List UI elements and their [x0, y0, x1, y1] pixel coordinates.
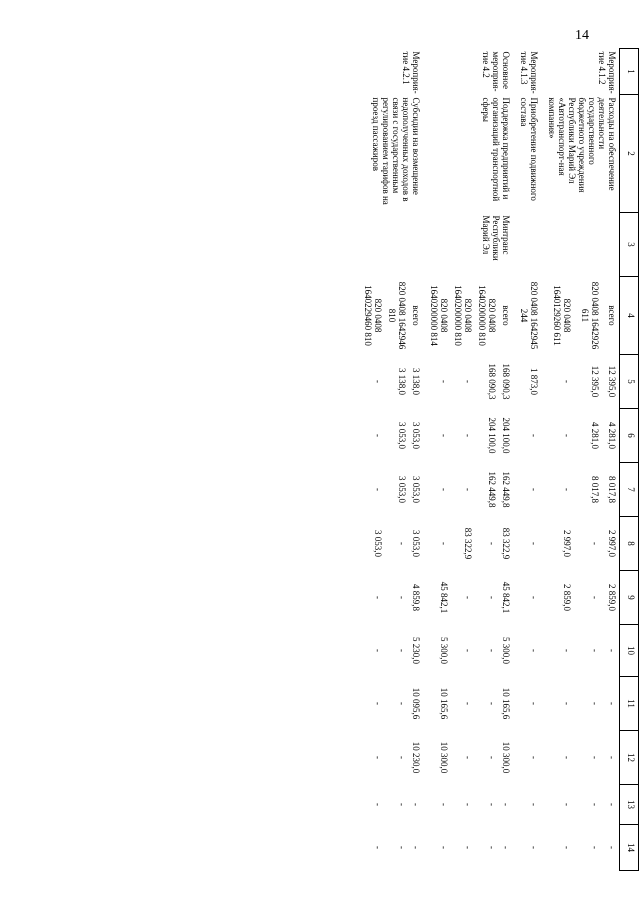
- value-cell: 3 053,0: [373, 530, 383, 557]
- budget-code-cell: 820 0408 1640129260 611: [551, 285, 572, 346]
- value-cell: -: [439, 542, 449, 545]
- column-header-9: 9: [620, 571, 639, 625]
- value-cell: 45 842,1: [501, 581, 511, 614]
- value-cell: -: [561, 756, 572, 759]
- value-cell: 3 053,0: [411, 530, 421, 557]
- value-cell: -: [590, 542, 601, 545]
- budget-code-cell: 820 0408 1640200000 814: [429, 285, 449, 346]
- value-cell: -: [561, 488, 572, 491]
- value-cell: 3 138,0: [411, 368, 421, 395]
- value-cell: -: [411, 803, 421, 806]
- value-cell: -: [561, 434, 572, 437]
- value-cell: 10 300,0: [501, 741, 511, 774]
- value-cell: 4 281,0: [607, 422, 617, 449]
- budget-code-cell: 820 0408 1640200000 810: [453, 285, 473, 346]
- measure-executor: [545, 213, 620, 277]
- value-cell: -: [529, 846, 539, 849]
- table-row: [499, 49, 517, 871]
- value-cell: 2 859,0: [607, 584, 617, 611]
- value-cell: 204 100,0: [501, 417, 511, 454]
- value-cell: -: [529, 542, 539, 545]
- column-header-6: 6: [620, 409, 639, 463]
- value-cell: 10 300,0: [439, 741, 449, 774]
- value-cell: -: [439, 803, 449, 806]
- value-cell: -: [590, 846, 601, 849]
- value-cell: -: [487, 649, 497, 652]
- value-cell: -: [529, 488, 539, 491]
- value-cell: -: [529, 702, 539, 705]
- value-cell: 45 842,1: [439, 581, 449, 614]
- measure-id: Мероприя-тие 4.1.2: [597, 51, 617, 94]
- value-cell: -: [463, 488, 473, 491]
- value-cell: -: [397, 702, 407, 705]
- value-cell: 168 090,3: [487, 363, 497, 400]
- value-cell: -: [590, 702, 601, 705]
- value-cell: 2 859,0: [561, 584, 572, 611]
- value-cell: 162 449,8: [501, 471, 511, 508]
- value-cell: 10 165,6: [501, 687, 511, 720]
- value-cell: -: [529, 434, 539, 437]
- value-cell: -: [397, 596, 407, 599]
- value-cell: -: [607, 846, 617, 849]
- value-cell: 5 230,0: [411, 637, 421, 664]
- value-cell: 10 165,6: [439, 687, 449, 720]
- budget-code-cell: всего: [501, 305, 511, 326]
- value-cell: -: [439, 488, 449, 491]
- measure-id: Основное мероприя-тие 4.2: [481, 51, 511, 92]
- value-cell: -: [439, 846, 449, 849]
- value-cell: -: [561, 380, 572, 383]
- value-cell: 1 873,0: [529, 368, 539, 395]
- value-cell: 204 100,0: [487, 417, 497, 454]
- budget-code-cell: 820 0408 1642946 810: [387, 281, 407, 350]
- column-header-8: 8: [620, 517, 639, 571]
- value-cell: -: [529, 756, 539, 759]
- value-cell: -: [561, 702, 572, 705]
- table-header: [620, 49, 639, 871]
- column-header-12: 12: [620, 731, 639, 785]
- value-cell: -: [529, 803, 539, 806]
- value-cell: -: [397, 542, 407, 545]
- value-cell: 4 859,8: [411, 584, 421, 611]
- column-header-7: 7: [620, 463, 639, 517]
- value-cell: 12 395,0: [607, 365, 617, 398]
- value-cell: -: [487, 596, 497, 599]
- value-cell: 3 053,0: [411, 476, 421, 503]
- column-header-1: 1: [620, 49, 639, 95]
- header-row: [620, 49, 639, 871]
- rotated-table-container: [121, 48, 639, 852]
- value-cell: 3 053,0: [411, 422, 421, 449]
- value-cell: -: [439, 434, 449, 437]
- value-cell: 8 017,8: [607, 476, 617, 503]
- value-cell: -: [529, 596, 539, 599]
- value-cell: -: [463, 702, 473, 705]
- measure-description: Расходы на обеспечение деятельности государственного бюджетного учреждения Республики Марий Эл «Автотранспорт-ная компания»: [547, 97, 617, 193]
- value-cell: 83 322,9: [463, 527, 473, 560]
- value-cell: 8 017,8: [590, 476, 601, 503]
- value-cell: -: [373, 434, 383, 437]
- value-cell: -: [607, 649, 617, 652]
- value-cell: -: [397, 649, 407, 652]
- value-cell: -: [590, 803, 601, 806]
- value-cell: -: [561, 649, 572, 652]
- value-cell: -: [463, 380, 473, 383]
- value-cell: -: [529, 649, 539, 652]
- value-cell: -: [607, 803, 617, 806]
- value-cell: -: [487, 846, 497, 849]
- value-cell: -: [373, 756, 383, 759]
- value-cell: -: [397, 803, 407, 806]
- value-cell: -: [373, 488, 383, 491]
- budget-code-cell: 820 0408 1640229460 810: [363, 285, 383, 346]
- budget-code-cell: 820 0408 1642926 611: [580, 281, 601, 350]
- budget-code-cell: всего: [607, 305, 617, 326]
- column-header-10: 10: [620, 625, 639, 677]
- measure-description: Приобретение подвижного состава: [519, 97, 539, 201]
- table-row: [409, 49, 427, 871]
- value-cell: -: [463, 649, 473, 652]
- value-cell: -: [463, 803, 473, 806]
- value-cell: 12 395,0: [590, 365, 601, 398]
- value-cell: -: [590, 596, 601, 599]
- column-header-5: 5: [620, 355, 639, 409]
- value-cell: -: [373, 380, 383, 383]
- value-cell: -: [561, 803, 572, 806]
- value-cell: -: [373, 803, 383, 806]
- value-cell: -: [590, 756, 601, 759]
- budget-table: [361, 48, 639, 871]
- value-cell: -: [487, 542, 497, 545]
- value-cell: 5 300,0: [439, 637, 449, 664]
- value-cell: -: [607, 702, 617, 705]
- value-cell: 4 281,0: [590, 422, 601, 449]
- value-cell: -: [501, 846, 511, 849]
- measure-executor: [361, 213, 427, 277]
- value-cell: -: [463, 434, 473, 437]
- value-cell: 3 053,0: [397, 422, 407, 449]
- value-cell: 162 449,8: [487, 471, 497, 508]
- value-cell: -: [487, 756, 497, 759]
- column-header-4: 4: [620, 277, 639, 355]
- table-row: [517, 49, 545, 871]
- value-cell: -: [607, 756, 617, 759]
- column-header-13: 13: [620, 785, 639, 825]
- value-cell: -: [487, 803, 497, 806]
- value-cell: 3 138,0: [397, 368, 407, 395]
- column-header-2: 2: [620, 95, 639, 213]
- measure-executor: Минтранс Республики Марий Эл: [481, 215, 511, 261]
- value-cell: -: [463, 756, 473, 759]
- value-cell: 2 997,0: [561, 530, 572, 557]
- value-cell: -: [439, 380, 449, 383]
- table-body: [361, 49, 620, 871]
- value-cell: 3 053,0: [397, 476, 407, 503]
- measure-description: Субсидии на возмещение недополученных доходов в связи с государственным регулированием тарифов на проезд пассажиров: [371, 97, 421, 205]
- value-cell: 10 230,0: [411, 741, 421, 774]
- measure-id: Мероприя-тие 4.1.3: [519, 51, 539, 94]
- value-cell: -: [373, 702, 383, 705]
- measure-description: Поддержка предприятий и организаций транспортной сферы: [481, 97, 511, 202]
- value-cell: -: [397, 846, 407, 849]
- value-cell: 2 997,0: [607, 530, 617, 557]
- value-cell: 10 095,6: [411, 687, 421, 720]
- value-cell: 168 090,3: [501, 363, 511, 400]
- value-cell: -: [561, 846, 572, 849]
- value-cell: -: [411, 846, 421, 849]
- value-cell: -: [501, 803, 511, 806]
- budget-code-cell: 820 0408 1642945 244: [519, 281, 539, 350]
- value-cell: -: [397, 756, 407, 759]
- value-cell: -: [463, 846, 473, 849]
- value-cell: -: [590, 649, 601, 652]
- value-cell: 83 322,9: [501, 527, 511, 560]
- column-header-3: 3: [620, 213, 639, 277]
- budget-code-cell: 820 0408 1640200000 810: [477, 285, 497, 346]
- value-cell: 5 300,0: [501, 637, 511, 664]
- budget-code-cell: всего: [411, 305, 421, 326]
- column-header-11: 11: [620, 677, 639, 731]
- measure-executor: [517, 213, 545, 277]
- value-cell: -: [373, 596, 383, 599]
- value-cell: -: [373, 649, 383, 652]
- value-cell: -: [487, 702, 497, 705]
- column-header-14: 14: [620, 825, 639, 871]
- value-cell: -: [373, 846, 383, 849]
- value-cell: -: [463, 596, 473, 599]
- page-number: 14: [575, 28, 589, 43]
- measure-id: Мероприя-тие 4.2.1: [401, 51, 421, 94]
- table-row: [602, 49, 619, 871]
